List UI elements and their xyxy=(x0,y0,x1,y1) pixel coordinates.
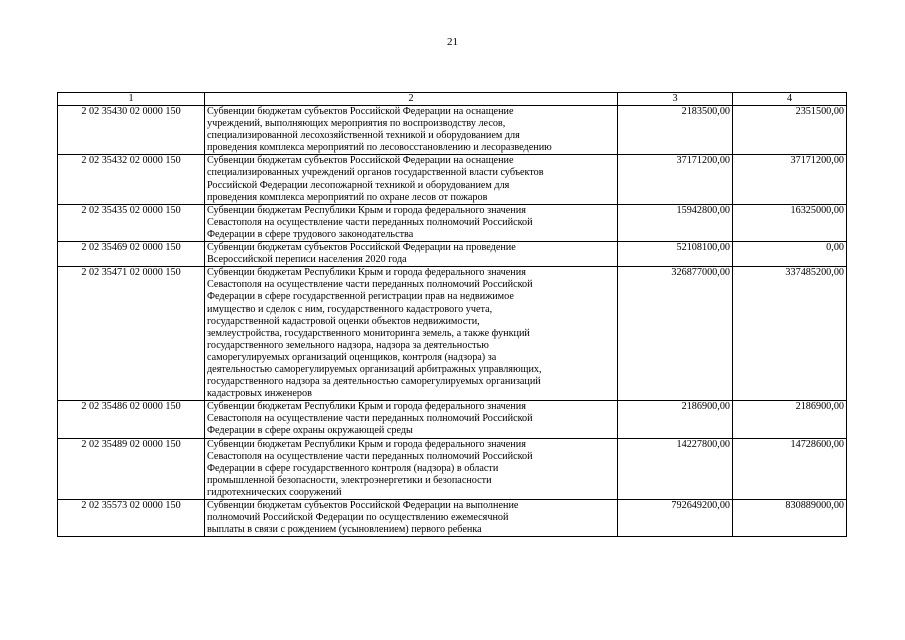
table-row xyxy=(58,155,847,204)
description-line: Субвенции бюджетам субъектов Российской Федерации на оснащение xyxy=(207,106,514,117)
description-line: государственного надзора за деятельностью саморегулируемых организаций xyxy=(207,376,541,388)
column-number-row xyxy=(58,93,847,106)
amount-year-2: 2186900,00 xyxy=(733,401,847,438)
amount-year-1: 2183500,00 xyxy=(618,106,733,155)
description-line: проведения комплекса мероприятий по охране лесов от пожаров xyxy=(207,191,488,203)
description xyxy=(205,401,618,438)
description xyxy=(205,500,618,537)
amount-year-1: 326877000,00 xyxy=(618,267,733,401)
description-line: Федерации в сфере государственной регистрации прав на недвижимое xyxy=(207,291,514,303)
description-line: проведения комплекса мероприятий по лесовосстановлению и лесоразведению xyxy=(207,142,552,154)
table-row xyxy=(58,242,847,267)
description-line: Субвенции бюджетам субъектов Российской Федерации на оснащение xyxy=(207,155,514,167)
description-line: полномочий Российской Федерации по осуществлению ежемесячной xyxy=(207,512,509,524)
table-row xyxy=(58,204,847,241)
description xyxy=(205,204,618,241)
column-header-2: 2 xyxy=(205,93,618,106)
amount-year-1: 15942800,00 xyxy=(618,204,733,241)
description-line: Субвенции бюджетам Республики Крым и города федерального значения xyxy=(207,401,526,413)
description-line: государственной кадастровой оценки объектов недвижимости, xyxy=(207,315,480,327)
amount-year-1: 2186900,00 xyxy=(618,401,733,438)
description-line: имущество и сделок с ним, государственного кадастрового учета, xyxy=(207,303,493,315)
amount-year-2: 830889000,00 xyxy=(733,500,847,537)
description-line: специализированных учреждений органов государственной власти субъектов xyxy=(207,167,544,179)
amount-year-1: 14227800,00 xyxy=(618,438,733,499)
description-line: Федерации в сфере охраны окружающей среды xyxy=(207,425,413,437)
budget-code: 2 02 35430 02 0000 150 xyxy=(58,106,205,155)
description-line: Субвенции бюджетам Республики Крым и города федерального значения xyxy=(207,267,526,279)
amount-year-1: 792649200,00 xyxy=(618,500,733,537)
description xyxy=(205,155,618,204)
column-header-1: 1 xyxy=(58,93,205,106)
description xyxy=(205,242,618,267)
description-line: Севастополя на осуществление части переданных полномочий Российской xyxy=(207,279,533,291)
budget-code: 2 02 35435 02 0000 150 xyxy=(58,204,205,241)
description xyxy=(205,438,618,499)
description-line: Севастополя на осуществление части переданных полномочий Российской xyxy=(207,216,533,228)
amount-year-2: 14728600,00 xyxy=(733,438,847,499)
amount-year-2: 37171200,00 xyxy=(733,155,847,204)
amount-year-2: 337485200,00 xyxy=(733,267,847,401)
table-row xyxy=(58,106,847,155)
budget-code: 2 02 35469 02 0000 150 xyxy=(58,242,205,267)
description-line: выплаты в связи с рождением (усыновлением) первого ребенка xyxy=(207,524,482,536)
description-line: Субвенции бюджетам Республики Крым и города федерального значения xyxy=(207,438,526,450)
description-line: Севастополя на осуществление части переданных полномочий Российской xyxy=(207,450,533,462)
page-number: 21 xyxy=(447,36,458,48)
description-line: гидротехнических сооружений xyxy=(207,486,342,498)
column-header-3: 3 xyxy=(618,93,733,106)
description-line: саморегулируемых организаций оценщиков, контроля (надзора) за xyxy=(207,351,497,363)
amount-year-1: 37171200,00 xyxy=(618,155,733,204)
budget-code: 2 02 35489 02 0000 150 xyxy=(58,438,205,499)
budget-code: 2 02 35573 02 0000 150 xyxy=(58,500,205,537)
description-line: промышленной безопасности, электроэнергетики и безопасности xyxy=(207,474,492,486)
description-line: Субвенции бюджетам субъектов Российской Федерации на проведение xyxy=(207,242,516,254)
budget-table xyxy=(57,92,847,537)
table-row xyxy=(58,267,847,401)
description-line: Федерации в сфере государственного контроля (надзора) в области xyxy=(207,462,499,474)
description-line: деятельностью саморегулируемых организаций арбитражных управляющих, xyxy=(207,363,542,375)
amount-year-1: 52108100,00 xyxy=(618,242,733,267)
description xyxy=(205,106,618,155)
table-body xyxy=(58,106,847,537)
budget-code: 2 02 35486 02 0000 150 xyxy=(58,401,205,438)
column-header-4: 4 xyxy=(733,93,847,106)
description-line: Всероссийской переписи населения 2020 года xyxy=(207,254,407,266)
description-line: Субвенции бюджетам Республики Крым и города федерального значения xyxy=(207,204,526,216)
table-row xyxy=(58,500,847,537)
description-line: учреждений, выполняющих мероприятия по воспроизводству лесов, xyxy=(207,118,506,130)
table-row xyxy=(58,401,847,438)
description-line: государственного земельного надзора, надзора за деятельностью xyxy=(207,339,489,351)
amount-year-2: 2351500,00 xyxy=(733,106,847,155)
description-line: землеустройства, государственного мониторинга земель, а также функций xyxy=(207,327,530,339)
table-row xyxy=(58,438,847,499)
description-line: Субвенции бюджетам субъектов Российской Федерации на выполнение xyxy=(207,500,519,511)
description-line: Федерации в сфере трудового законодательства xyxy=(207,228,414,240)
amount-year-2: 16325000,00 xyxy=(733,204,847,241)
description-line: Российской Федерации лесопожарной техникой и оборудованием для xyxy=(207,179,510,191)
description-line: Севастополя на осуществление части переданных полномочий Российской xyxy=(207,413,533,425)
description xyxy=(205,267,618,401)
budget-code: 2 02 35432 02 0000 150 xyxy=(58,155,205,204)
amount-year-2: 0,00 xyxy=(733,242,847,267)
description-line: специализированной лесохозяйственной техникой и оборудованием для xyxy=(207,130,520,142)
description-line: кадастровых инженеров xyxy=(207,388,312,400)
budget-code: 2 02 35471 02 0000 150 xyxy=(58,267,205,401)
